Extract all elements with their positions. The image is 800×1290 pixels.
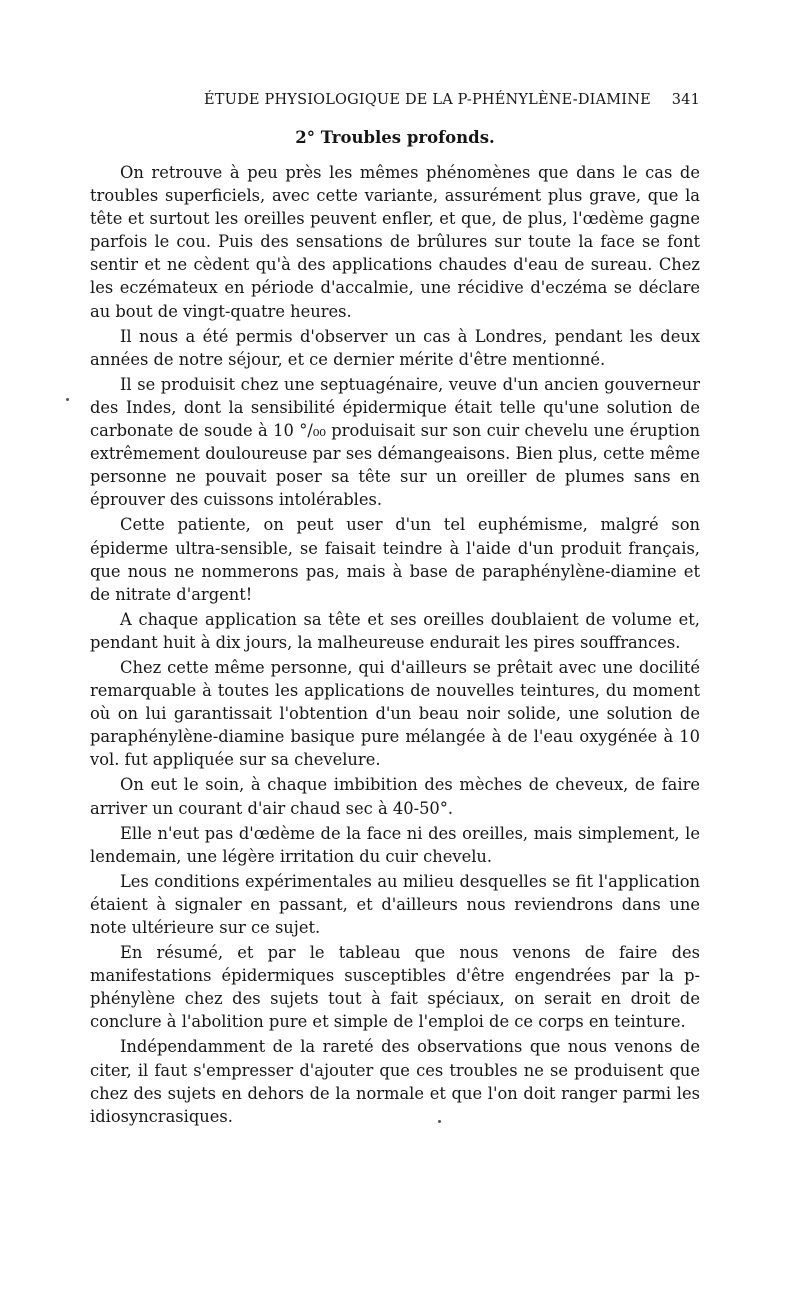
running-header [90, 86, 700, 112]
page-number: 341 [671, 92, 700, 108]
body-text [90, 161, 700, 1128]
paragraph: Indépendamment de la rareté des observations que nous venons de citer, il faut s'empresser d'ajouter que ces troubles ne se produisent que chez des sujets en dehors de la normale et que l'on doit ranger parmi les idiosyncrasiques. [90, 1037, 700, 1126]
paragraph: On retrouve à peu près les mêmes phénomènes que dans le cas de troubles superficiels, avec cette variante, assurément plus grave, que la tête et surtout les oreilles peuvent enfler, et que, de plus, l'œdème gagne parfois le cou. Puis des sensations de brûlures sur toute la face se font sentir et ne cèdent qu'à des applications chaudes d'eau de sureau. Chez les eczémateux en période d'accalmie, une récidive d'eczéma se déclare au bout de vingt-quatre heures. [90, 163, 700, 321]
running-title: ÉTUDE PHYSIOLOGIQUE DE LA P-PHÉNYLÈNE-DIAMINE [204, 92, 651, 108]
paragraph: Cette patiente, on peut user d'un tel euphémisme, malgré son épiderme ultra-sensible, se faisait teindre à l'aide d'un produit français, que nous ne nommerons pas, mais à base de paraphénylène-diamine et de nitrate d'argent! [90, 515, 700, 604]
paragraph: Les conditions expérimentales au milieu desquelles se fit l'application étaient à signaler en passant, et d'ailleurs nous reviendrons dans une note ultérieure sur ce sujet. [90, 871, 700, 937]
paragraph: On eut le soin, à chaque imbibition des mèches de cheveux, de faire arriver un courant d'air chaud sec à 40-50°. [90, 775, 700, 818]
paragraph: Chez cette même personne, qui d'ailleurs se prêtait avec une docilité remarquable à toutes les applications de nouvelles teintures, du moment où on lui garantissait l'obtention d'un beau noir solide, une solution de paraphénylène-diamine basique pure mélangée à de l'eau oxygénée à 10 vol. fut appliquée sur sa chevelure. [90, 657, 700, 770]
section-heading: 2° Troubles profonds. [295, 128, 495, 147]
paragraph: Elle n'eut pas d'œdème de la face ni des oreilles, mais simplement, le lendemain, une légère irritation du cuir chevelu. [90, 823, 700, 866]
print-speck [66, 398, 69, 401]
paragraph: Il se produisit chez une septuagénaire, veuve d'un ancien gouverneur des Indes, dont la sensibilité épidermique était telle qu'une solution de carbonate de soude à 10 °/₀₀ produisait sur son cuir chevelu une éruption extrêmement douloureuse par ses démangeaisons. Bien plus, cette même personne ne pouvait poser sa tête sur un oreiller de plumes sans en éprouver des cuissons intolérables. [90, 374, 700, 510]
print-speck [438, 1120, 441, 1123]
document-page [90, 86, 700, 1130]
paragraph: En résumé, et par le tableau que nous venons de faire des manifestations épidermiques susceptibles d'être engendrées par la p-phénylène chez des sujets tout à fait spéciaux, on serait en droit de conclure à l'abolition pure et simple de l'emploi de ce corps en teinture. [90, 943, 700, 1032]
paragraph: A chaque application sa tête et ses oreilles doublaient de volume et, pendant huit à dix jours, la malheureuse endurait les pires souffrances. [90, 609, 700, 652]
paragraph: Il nous a été permis d'observer un cas à Londres, pendant les deux années de notre séjour, et ce dernier mérite d'être mentionné. [90, 326, 700, 369]
